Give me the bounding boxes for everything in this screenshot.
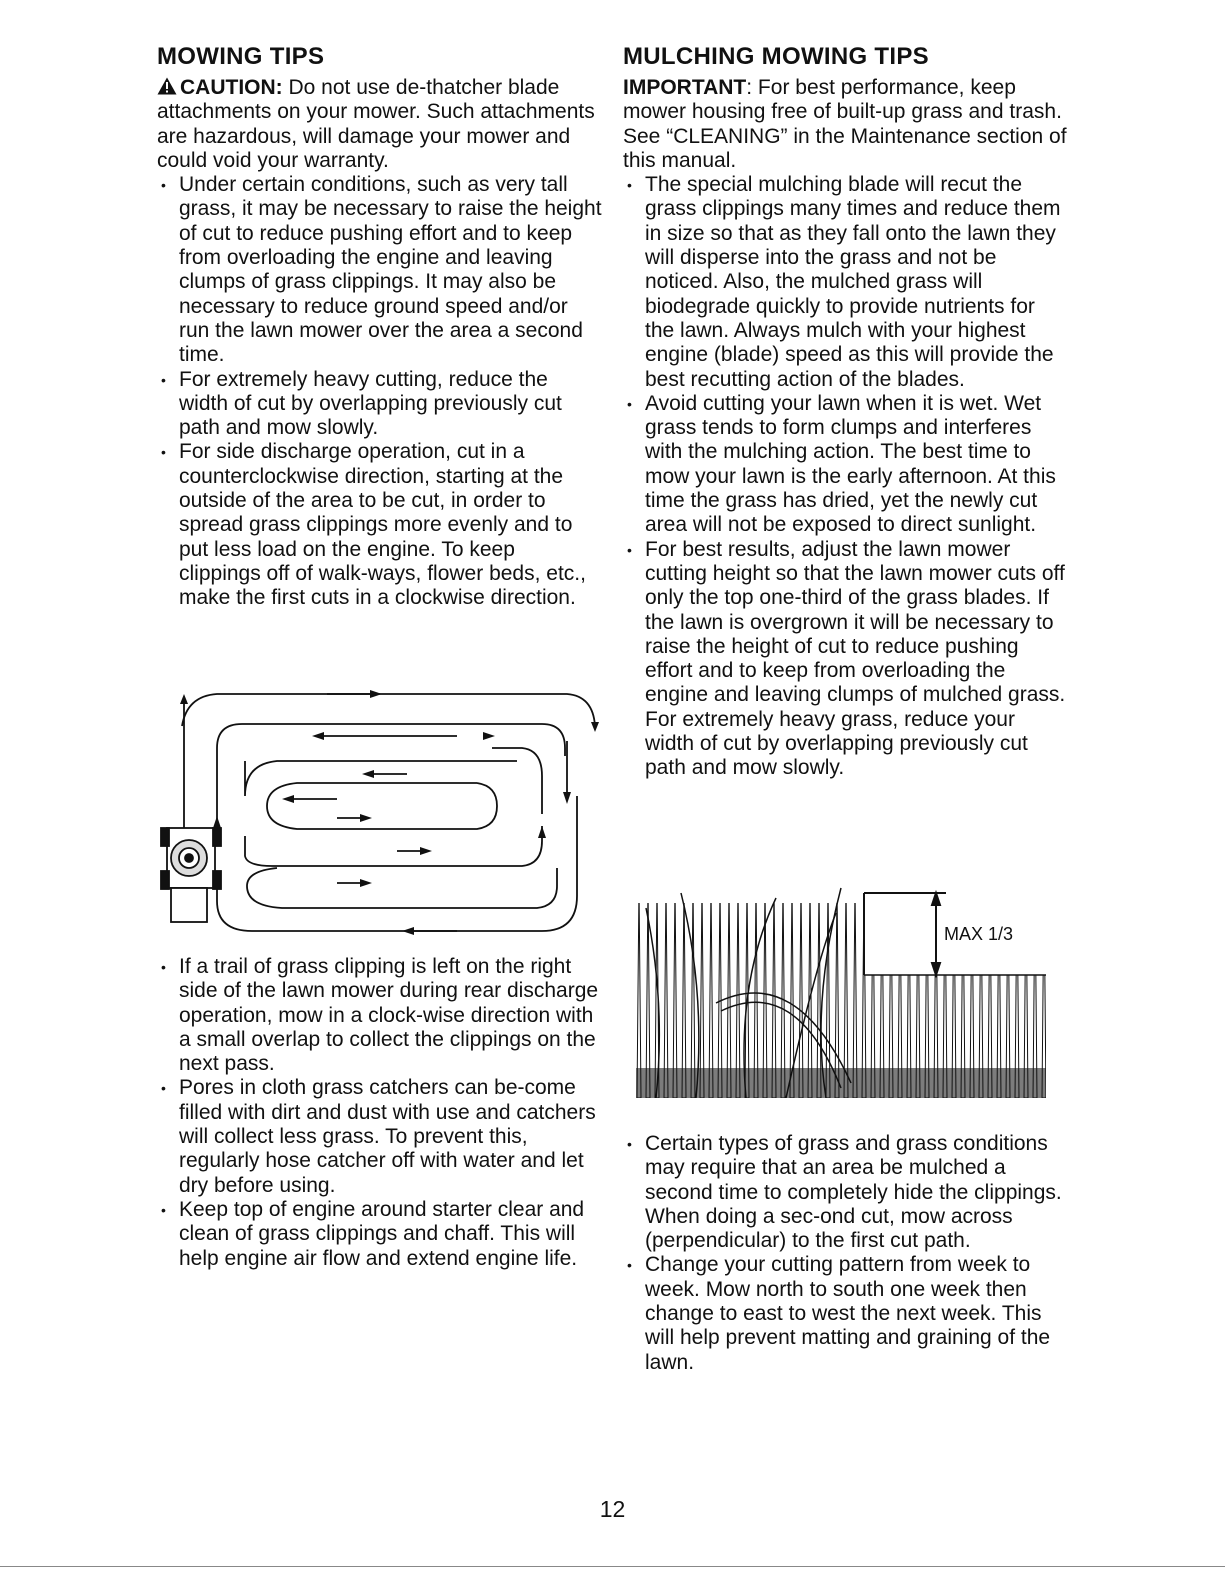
mowing-tips-list-top — [157, 173, 602, 610]
list-item: • Under certain conditions, such as very tall grass, it may be necessary to raise the height of cut to reduce pushing effort and to keep from overloading the engine and leaving clumps of grass clippings. It may also be necessary to reduce ground speed and/or run the lawn mower over the area a second time. — [157, 173, 602, 367]
right-column — [623, 42, 1068, 781]
list-item: • Pores in cloth grass catchers can be-come filled with dirt and dust with use and catchers will collect less grass. To prevent this, regularly hose catcher off with water and let dry before using. — [157, 1076, 602, 1197]
important-text: : For best performance, keep mower housing free of built-up grass and trash. See “CLEANING” in the Maintenance section of this manual. — [623, 76, 1067, 172]
mulching-tips-list-top — [623, 173, 1068, 780]
mowing-tips-list-bottom — [157, 955, 602, 1271]
caution-text: Do not use de-thatcher blade attachments on your mower. Such attachments are hazardous, will damage your mower and could void your warranty. — [157, 76, 595, 172]
list-item: • The special mulching blade will recut the grass clippings many times and reduce them in size so that as they fall onto the lawn they will disperse into the grass and not be noticed. Also, the mulched grass will biodegrade quickly to provide nutrients for the lawn. Always mulch with your highest engine (blade) speed as this will provide the best recutting action of the blades. — [623, 173, 1068, 392]
important-paragraph — [623, 76, 1068, 173]
caution-label: CAUTION: — [180, 76, 283, 99]
bottom-rule — [0, 1566, 1225, 1567]
list-item: • Avoid cutting your lawn when it is wet. Wet grass tends to form clumps and interferes with the mulching action. The best time to mow your lawn is the early afternoon. At this time the grass has dried, yet the newly cut area will not be exposed to direct sunlight. — [623, 392, 1068, 538]
max-one-third-label: MAX 1/3 — [944, 924, 1014, 944]
left-column-lower — [157, 955, 602, 1271]
mowing-pattern-figure — [157, 686, 602, 944]
caution-paragraph — [157, 76, 602, 173]
list-item: • Change your cutting pattern from week to week. Mow north to south one week then change to east to west the next week. This will help prevent matting and graining of the lawn. — [623, 1253, 1068, 1374]
grass-height-figure — [636, 883, 1046, 1098]
list-item: • Certain types of grass and grass conditions may require that an area be mulched a second time to completely hide the clippings. When doing a sec-ond cut, mow across (perpendicular) to the first cut path. — [623, 1132, 1068, 1253]
list-item: • For extremely heavy cutting, reduce the width of cut by overlapping previously cut path and mow slowly. — [157, 368, 602, 441]
warning-triangle-icon — [157, 77, 177, 95]
left-column — [157, 42, 602, 611]
list-item: • For side discharge operation, cut in a counterclockwise direction, starting at the outside of the area to be cut, in order to spread grass clippings more evenly and to put less load on the engine. To keep clippings off of walk-ways, flower beds, etc., make the first cuts in a clockwise direction. — [157, 440, 602, 610]
mower-icon — [161, 828, 221, 922]
mulching-tips-list-bottom — [623, 1132, 1068, 1375]
mowing-tips-heading: MOWING TIPS — [157, 43, 325, 70]
page-number: 12 — [599, 1496, 626, 1522]
list-item: • Keep top of engine around starter clear and clean of grass clippings and chaff. This will help engine air flow and extend engine life. — [157, 1198, 602, 1271]
important-label: IMPORTANT — [623, 76, 747, 99]
list-item: • If a trail of grass clipping is left on the right side of the lawn mower during rear discharge operation, mow in a clock-wise direction with a small overlap to collect the clippings on the next pass. — [157, 955, 602, 1076]
right-column-lower — [623, 1132, 1068, 1375]
list-item: • For best results, adjust the lawn mower cutting height so that the lawn mower cuts off only the top one-third of the grass blades. If the lawn is overgrown it will be necessary to raise the height of cut to reduce pushing effort and to keep from overloading the engine and leaving clumps of mulched grass. For extremely heavy grass, reduce your width of cut by overlapping previously cut path and mow slowly. — [623, 538, 1068, 781]
mulching-tips-heading: MULCHING MOWING TIPS — [623, 43, 929, 70]
